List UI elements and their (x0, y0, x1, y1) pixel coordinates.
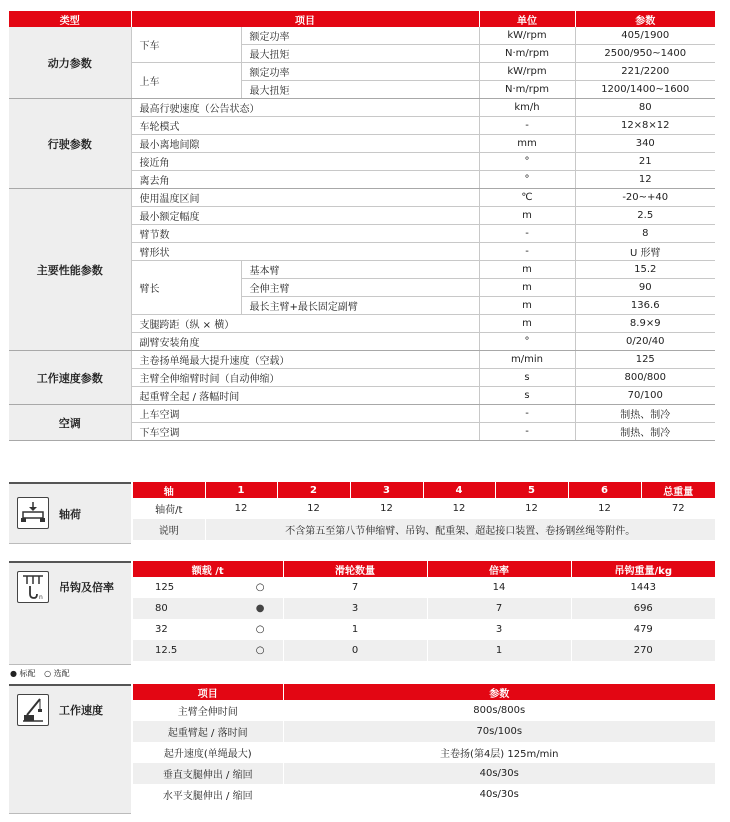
hook-weight-cell: 696 (571, 598, 715, 619)
item-cell: 离去角 (131, 171, 479, 189)
item-cell: 支腿跨距（纵 × 横） (131, 315, 479, 333)
unit-cell: ° (479, 171, 575, 189)
table-row (133, 498, 715, 519)
hook-sheaves-cell: 0 (283, 640, 427, 661)
table-row (9, 99, 715, 117)
hook-table (133, 561, 715, 661)
working-speed-title: 工作速度 (59, 704, 103, 717)
unit-cell: - (479, 423, 575, 441)
unit-cell: m (479, 261, 575, 279)
axle-value-cell: 12 (568, 498, 641, 519)
unit-cell: m (479, 297, 575, 315)
unit-cell: N·m/rpm (479, 81, 575, 99)
hook-weight-cell: 479 (633, 624, 653, 635)
header-item: 项目 (131, 11, 479, 27)
axle-header-cell: 总重量 (641, 482, 715, 498)
hook-ratio-cell: 1 (427, 640, 571, 661)
item-cell: 车轮模式 (131, 117, 479, 135)
item-cell: 臂节数 (131, 225, 479, 243)
speed-header-cell: 项目 (133, 684, 283, 700)
item-cell: 下车空调 (131, 423, 479, 441)
working-speed-label (9, 684, 131, 814)
optional-marker: ○ (255, 582, 265, 593)
sub-category-cell: 下车 (131, 27, 241, 63)
speed-item-cell: 垂直支腿伸出 / 缩回 (133, 763, 283, 784)
axle-load-title: 轴荷 (59, 508, 81, 521)
item-cell: 主卷扬单绳最大提升速度（空载） (131, 351, 479, 369)
hook-sheaves-cell: 3 (283, 598, 427, 619)
unit-cell: mm (479, 135, 575, 153)
value-cell: 800/800 (575, 369, 715, 387)
hook-ratio-cell: 7 (427, 598, 571, 619)
value-cell: 90 (575, 279, 715, 297)
table-row (133, 742, 715, 763)
unit-cell: - (479, 225, 575, 243)
unit-cell: ° (479, 153, 575, 171)
speed-header-row (133, 684, 715, 700)
unit-cell: ℃ (479, 189, 575, 207)
table-row (133, 721, 715, 742)
axle-header-cell: 1 (205, 482, 277, 498)
speed-item-cell: 主臂全伸时间 (133, 700, 283, 721)
svg-text:n: n (39, 594, 43, 601)
value-cell: 405/1900 (575, 27, 715, 45)
hook-header-cell: 吊钩重量/kg (571, 561, 715, 577)
hook-weight-cell: 1443 (630, 582, 656, 593)
unit-cell: N·m/rpm (479, 45, 575, 63)
item-cell: 最小离地间隙 (131, 135, 479, 153)
axle-note-text: 不含第五至第八节伸缩臂、吊钩、配重架、超起接口装置、卷扬钢丝绳等附件。 (205, 519, 715, 540)
value-cell: 15.2 (575, 261, 715, 279)
speed-item-cell: 起重臂起 / 落时间 (133, 721, 283, 742)
hook-legend (10, 668, 76, 679)
category-cell: 动力参数 (9, 27, 131, 99)
spec-table (9, 11, 715, 441)
value-cell: 12 (575, 171, 715, 189)
speed-header-cell: 参数 (283, 684, 715, 700)
table-row (9, 189, 715, 207)
value-cell: 125 (575, 351, 715, 369)
table-row (9, 351, 715, 369)
value-cell: 2.5 (575, 207, 715, 225)
item-cell: 起重臂全起 / 落幅时间 (131, 387, 479, 405)
optional-marker: ○ (255, 624, 265, 635)
unit-cell: s (479, 369, 575, 387)
table-row (9, 405, 715, 423)
item-cell: 使用温度区间 (131, 189, 479, 207)
crane-boom-icon (17, 694, 49, 726)
hook-section (9, 561, 715, 665)
item-cell: 最大扭矩 (241, 45, 479, 63)
value-cell: -20~+40 (575, 189, 715, 207)
item-cell: 副臂安装角度 (131, 333, 479, 351)
working-speed-table (133, 684, 715, 805)
item-cell: 额定功率 (241, 63, 479, 81)
hook-load-cell: 125 ○ (133, 577, 283, 598)
table-row (133, 577, 715, 598)
table-row (133, 763, 715, 784)
hook-weight-cell: 270 (571, 640, 715, 661)
table-row (133, 619, 715, 640)
table-row (133, 784, 715, 805)
speed-value-cell: 800s/800s (473, 705, 526, 716)
unit-cell: km/h (479, 99, 575, 117)
axle-header-cell: 4 (423, 482, 495, 498)
axle-header-cell: 3 (350, 482, 423, 498)
unit-cell: m (479, 279, 575, 297)
unit-cell: s (479, 387, 575, 405)
axle-header-cell: 5 (495, 482, 568, 498)
item-cell: 全伸主臂 (241, 279, 479, 297)
value-cell: 制热、制冷 (575, 405, 715, 423)
value-cell: 136.6 (575, 297, 715, 315)
hook-block-icon (17, 571, 49, 603)
item-cell: 接近角 (131, 153, 479, 171)
item-cell: 最长主臂+最长固定副臂 (241, 297, 479, 315)
item-cell: 最高行驶速度（公告状态） (131, 99, 479, 117)
axle-load-section (9, 482, 715, 544)
category-cell: 主要性能参数 (9, 189, 131, 351)
axle-value-cell: 12 (277, 498, 350, 519)
unit-cell: kW/rpm (479, 27, 575, 45)
item-cell: 上车空调 (131, 405, 479, 423)
sub-category-cell: 上车 (131, 63, 241, 99)
item-cell: 最小额定幅度 (131, 207, 479, 225)
header-value: 参数 (575, 11, 715, 27)
item-cell: 臂形状 (131, 243, 479, 261)
axle-header-cell: 2 (277, 482, 350, 498)
unit-cell: - (479, 243, 575, 261)
hook-load-cell: 80 ● (133, 598, 283, 619)
value-cell: 制热、制冷 (575, 423, 715, 441)
speed-item-cell: 水平支腿伸出 / 缩回 (133, 784, 283, 805)
item-cell: 额定功率 (241, 27, 479, 45)
axle-load-icon (17, 497, 49, 529)
axle-total-cell: 72 (671, 503, 685, 514)
axle-value-cell: 12 (495, 498, 568, 519)
hook-sheaves-cell: 1 (283, 619, 427, 640)
table-row (133, 700, 715, 721)
item-cell: 主臂全伸缩臂时间（自动伸缩） (131, 369, 479, 387)
value-cell: 2500/950~1400 (575, 45, 715, 63)
axle-load-label (9, 482, 131, 544)
optional-marker: ○ (255, 645, 265, 656)
spec-header-row (9, 11, 715, 27)
value-cell: 8 (575, 225, 715, 243)
axle-header-cell: 6 (568, 482, 641, 498)
value-cell: 80 (575, 99, 715, 117)
hook-header-cell: 倍率 (427, 561, 571, 577)
hook-title: 吊钩及倍率 (59, 581, 114, 594)
hook-label (9, 561, 131, 665)
item-cell: 基本臂 (241, 261, 479, 279)
hook-sheaves-cell: 7 (283, 577, 427, 598)
speed-value-cell: 主卷扬(第4层) 125m/min (440, 749, 559, 760)
hook-ratio-cell: 3 (427, 619, 571, 640)
value-cell: U 形臂 (575, 243, 715, 261)
value-cell: 8.9×9 (575, 315, 715, 333)
unit-cell: m (479, 315, 575, 333)
hook-ratio-cell: 14 (427, 577, 571, 598)
speed-value-cell: 40s/30s (479, 789, 519, 800)
unit-cell: kW/rpm (479, 63, 575, 81)
value-cell: 340 (575, 135, 715, 153)
category-cell: 空调 (9, 405, 131, 441)
hook-load-cell: 12.5 ○ (133, 640, 283, 661)
speed-item-cell: 起升速度(单绳最大) (133, 742, 283, 763)
speed-value-cell: 70s/100s (283, 721, 715, 742)
unit-cell: m (479, 207, 575, 225)
standard-marker: ● (255, 603, 265, 614)
hook-load-cell: 32 ○ (133, 619, 283, 640)
axle-header-row (133, 482, 715, 498)
working-speed-section (9, 684, 715, 814)
table-row (9, 27, 715, 45)
unit-cell: m/min (479, 351, 575, 369)
table-row (133, 598, 715, 619)
category-cell: 工作速度参数 (9, 351, 131, 405)
axle-value-cell: 12 (423, 498, 495, 519)
hook-header-cell: 额载 /t (133, 561, 283, 577)
axle-value-cell: 12 (350, 498, 423, 519)
unit-cell: - (479, 117, 575, 135)
axle-load-table (133, 482, 715, 540)
table-row (133, 640, 715, 661)
sub-category-cell: 臂长 (131, 261, 241, 315)
axle-value-cell: 12 (205, 498, 277, 519)
value-cell: 21 (575, 153, 715, 171)
value-cell: 70/100 (575, 387, 715, 405)
item-cell: 最大扭矩 (241, 81, 479, 99)
unit-cell: ° (479, 333, 575, 351)
legend-standard: ● 标配 (10, 669, 36, 678)
header-type: 类型 (9, 11, 131, 27)
speed-value-cell: 40s/30s (283, 763, 715, 784)
unit-cell: - (479, 405, 575, 423)
hook-header-cell: 滑轮数量 (283, 561, 427, 577)
axle-note-label: 说明 (133, 519, 205, 540)
axle-header-cell: 轴 (133, 482, 205, 498)
axle-row-label: 轴荷/t (133, 498, 205, 519)
header-unit: 单位 (479, 11, 575, 27)
value-cell: 12×8×12 (575, 117, 715, 135)
value-cell: 0/20/40 (575, 333, 715, 351)
value-cell: 1200/1400~1600 (575, 81, 715, 99)
value-cell: 221/2200 (575, 63, 715, 81)
category-cell: 行驶参数 (9, 99, 131, 189)
table-row (133, 519, 715, 540)
hook-header-row (133, 561, 715, 577)
legend-optional: ○ 选配 (44, 669, 70, 678)
